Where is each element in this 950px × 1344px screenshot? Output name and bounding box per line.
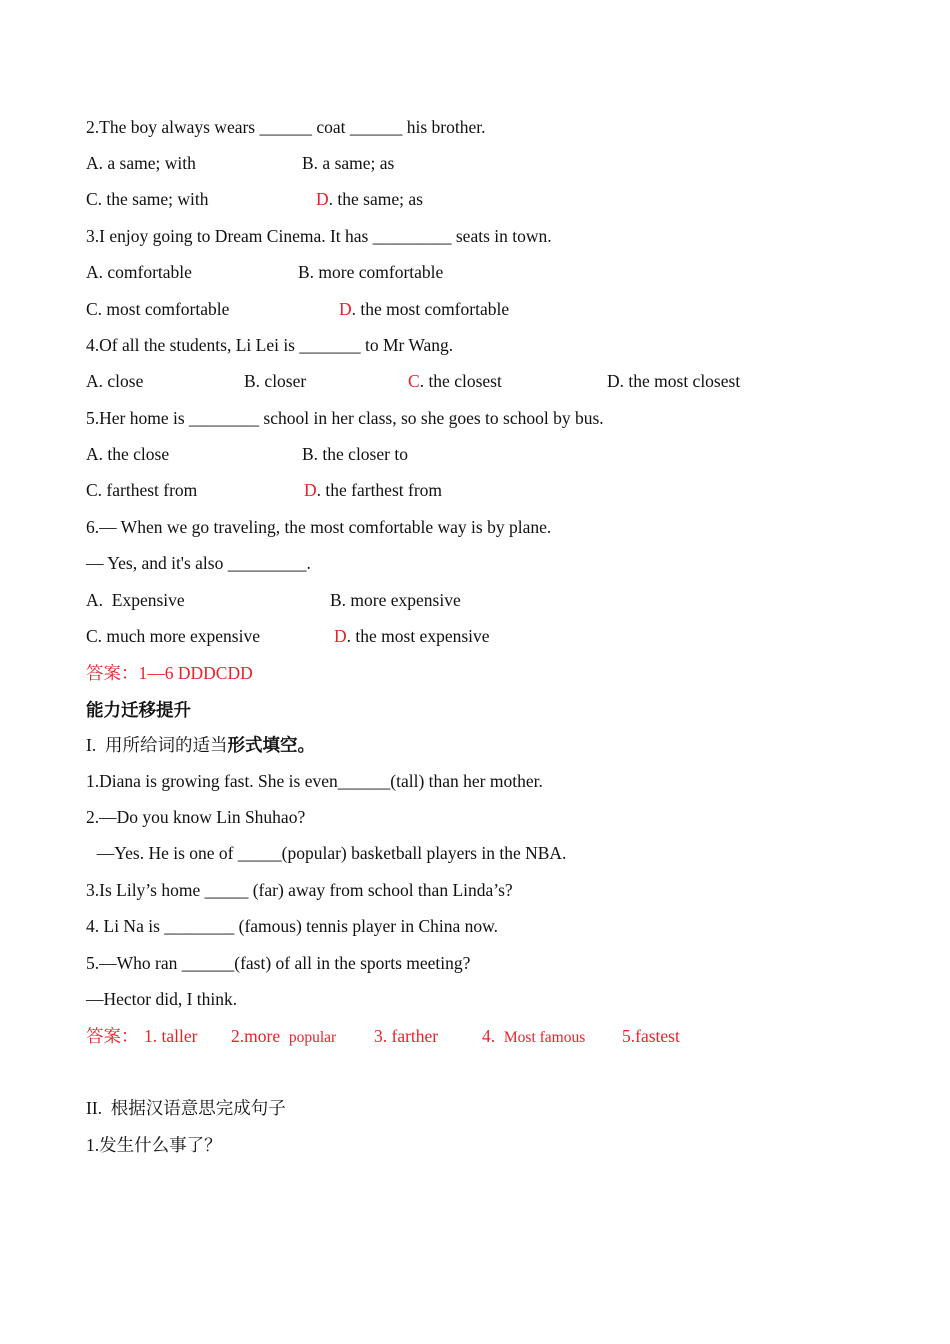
q5-option-a: A. the close xyxy=(86,444,170,464)
answer-key-2-item-5: 5.fastest xyxy=(622,1026,680,1046)
answer-letter: C xyxy=(408,371,420,391)
q4-option-d: D. the most closest xyxy=(607,371,741,391)
answer-key-2-item-4: 4. Most famous xyxy=(482,1026,586,1046)
q2-option-c: C. the same; with xyxy=(86,189,209,209)
part-1-item-2-reply: —Yes. He is one of _____(popular) basketball players in the NBA. xyxy=(88,843,567,863)
question-5-stem: 5.Her home is ________ school in her class, so she goes to school by bus. xyxy=(86,408,604,428)
q3-option-d: D. the most comfortable xyxy=(339,299,510,319)
q3-option-c: C. most comfortable xyxy=(86,299,230,319)
question-6-reply: — Yes, and it's also _________. xyxy=(86,553,311,573)
part-1-heading: I. 用所给词的适当形式填空。 xyxy=(86,735,315,755)
question-3-stem: 3.I enjoy going to Dream Cinema. It has _________ seats in town. xyxy=(86,226,552,246)
q6-option-c: C. much more expensive xyxy=(86,626,260,646)
section-title: 能力迁移提升 xyxy=(86,700,191,720)
part-1-item-4: 4. Li Na is ________ (famous) tennis player in China now. xyxy=(86,916,498,936)
q4-option-a: A. close xyxy=(86,371,144,391)
q3-option-b: B. more comfortable xyxy=(298,262,444,282)
part-1-item-5: 5.—Who ran ______(fast) of all in the sports meeting? xyxy=(86,953,471,973)
q6-option-d: D. the most expensive xyxy=(334,626,490,646)
q2-option-a: A. a same; with xyxy=(86,153,196,173)
q6-option-b: B. more expensive xyxy=(330,590,461,610)
answer-key-2-item-3: 3. farther xyxy=(374,1026,439,1046)
answer-key-1: 答案：1—6 DDDCDD xyxy=(86,663,253,683)
answer-key-2-label: 答案： xyxy=(86,1026,139,1046)
part-1-item-2: 2.—Do you know Lin Shuhao? xyxy=(86,807,306,827)
question-6-stem: 6.— When we go traveling, the most comfortable way is by plane. xyxy=(86,517,552,537)
q5-option-b: B. the closer to xyxy=(302,444,408,464)
part-1-item-3: 3.Is Lily’s home _____ (far) away from school than Linda’s? xyxy=(86,880,513,900)
part-1-item-5-reply: —Hector did, I think. xyxy=(86,989,238,1009)
answer-letter: D xyxy=(339,299,352,319)
q5-option-c: C. farthest from xyxy=(86,480,198,500)
answer-key-2-item-2: 2.more popular xyxy=(231,1026,337,1046)
q2-option-d: D. the same; as xyxy=(316,189,423,209)
q3-option-a: A. comfortable xyxy=(86,262,192,282)
q4-option-b: B. closer xyxy=(244,371,307,391)
question-2-stem: 2.The boy always wears ______ coat ______ his brother. xyxy=(86,117,486,137)
q6-option-a: A. Expensive xyxy=(86,590,185,610)
answer-letter: D xyxy=(334,626,347,646)
q2-option-b: B. a same; as xyxy=(302,153,395,173)
q5-option-d: D. the farthest from xyxy=(304,480,443,500)
answer-key-2-item-1: 1. taller xyxy=(144,1026,198,1046)
part-1-item-1: 1.Diana is growing fast. She is even______(tall) than her mother. xyxy=(86,771,543,791)
part-2-heading: II. 根据汉语意思完成句子 xyxy=(86,1098,286,1118)
q4-option-c: C. the closest xyxy=(408,371,502,391)
answer-letter: D xyxy=(304,480,317,500)
question-4-stem: 4.Of all the students, Li Lei is _______ to Mr Wang. xyxy=(86,335,454,355)
answer-letter: D xyxy=(316,189,329,209)
part-2-item-1: 1.发生什么事了？ xyxy=(86,1135,222,1155)
